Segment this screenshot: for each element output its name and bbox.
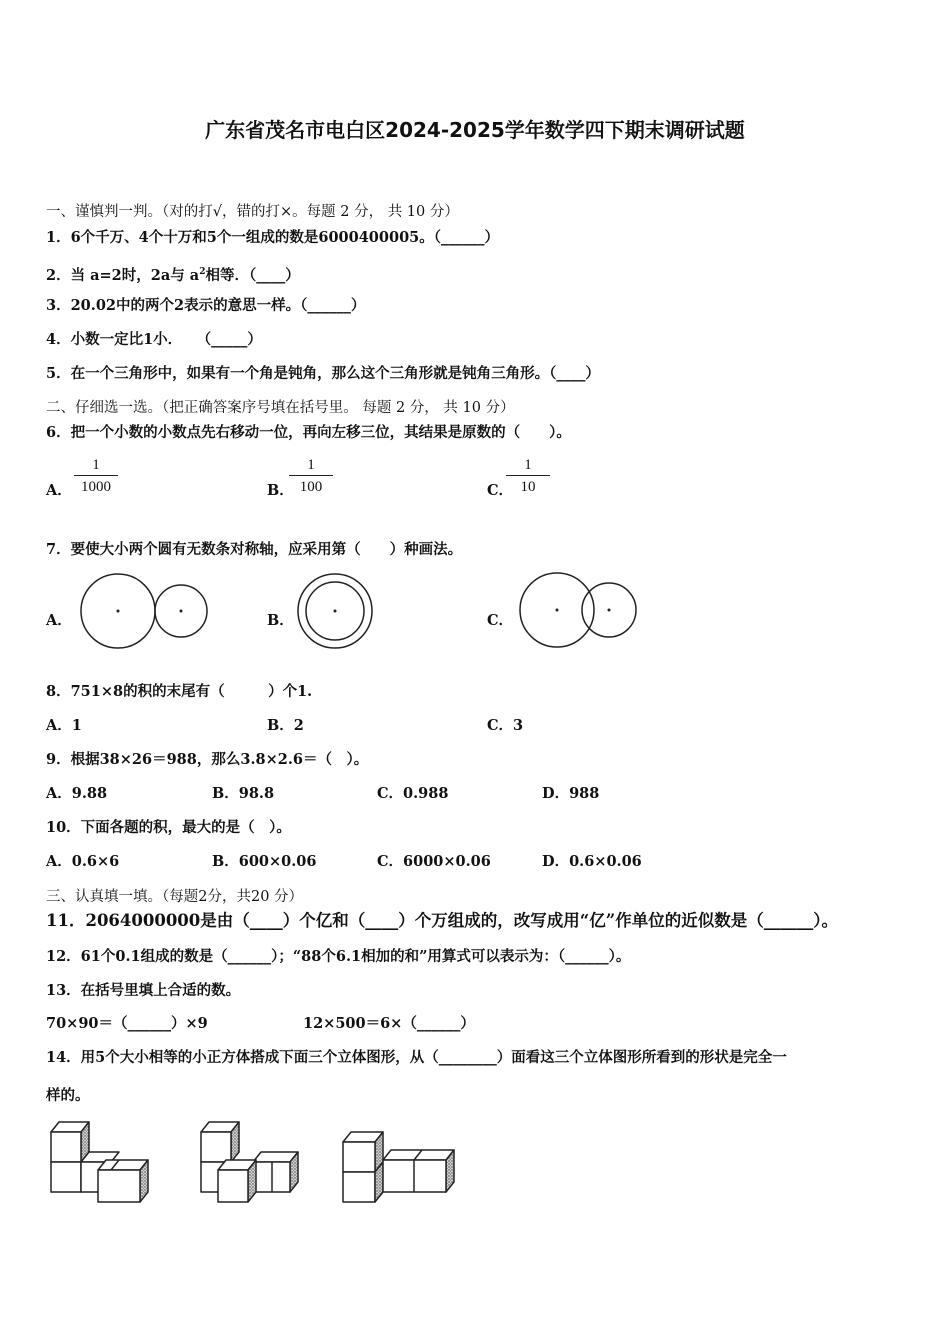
- q7-option-a-label: A．: [46, 612, 72, 629]
- q6-option-c-label: C．: [487, 482, 514, 499]
- q6-option-a-fraction: 1 1000: [74, 456, 118, 496]
- question-2: [46, 263, 300, 285]
- q9-option-d: D．988: [542, 785, 600, 802]
- q9-option-a: A．9.88: [46, 785, 108, 802]
- section1-heading: 一、谨慎判一判。（对的打√，错的打×。每题 2 分， 共 10 分）: [46, 204, 459, 220]
- q9-option-c: C．0.988: [377, 785, 449, 802]
- q9-option-b: B．98.8: [212, 785, 275, 802]
- q10-option-b: B．600×0.06: [212, 853, 317, 870]
- page-title: 广东省茂名市电白区2024-2025学年数学四下期末调研试题: [205, 118, 745, 142]
- q13-right-equation: 12×500＝6×（______）: [303, 1015, 475, 1032]
- q7-figure-c: [517, 568, 642, 650]
- q14-figure-2: [198, 1120, 302, 1204]
- question-12: 12．61个0.1组成的数是（______）；“88个6.1相加的和”用算式可以表示为：（______）。: [46, 948, 631, 965]
- q6-option-c-fraction: 1 10: [506, 456, 550, 496]
- q10-option-a: A．0.6×6: [46, 853, 120, 870]
- q14-figure-1: [48, 1120, 154, 1204]
- question-14-line1: 14．用5个大小相等的小正方体搭成下面三个立体图形，从（________）面看这三个立体图形所看到的形状是完全一: [46, 1049, 787, 1066]
- question-2-post: 相等．（____）: [205, 266, 300, 284]
- q13-left-equation: 70×90＝（______）×9: [46, 1015, 208, 1032]
- q7-figure-a: [78, 570, 213, 650]
- question-4: 4．小数一定比1小． （_____）: [46, 331, 262, 348]
- question-11: 11．2064000000是由（____）个亿和（____）个万组成的，改写成用“亿”作单位的近似数是（______）。: [46, 911, 838, 930]
- q14-figure-3: [340, 1130, 458, 1206]
- section2-heading: 二、仔细选一选。（把正确答案序号填在括号里。 每题 2 分， 共 10 分）: [46, 400, 515, 416]
- question-8: 8．751×8的积的末尾有（ ）个1.: [46, 683, 313, 700]
- question-1: 1．6个千万、4个十万和5个一组成的数是6000400005。（______）: [46, 229, 499, 246]
- question-2-sup: 2: [199, 267, 206, 277]
- q10-option-d: D．0.6×0.06: [542, 853, 642, 870]
- question-5: 5．在一个三角形中，如果有一个角是钝角，那么这个三角形就是钝角三角形。（____）: [46, 365, 600, 382]
- q8-option-b: B．2: [267, 717, 304, 734]
- section3-heading: 三、认真填一填。（每题2分，共20 分）: [46, 889, 304, 905]
- question-2-pre: 2．当 a=2时，2a与 a: [46, 266, 200, 284]
- q7-option-b-label: B．: [267, 612, 294, 629]
- q7-option-c-label: C．: [487, 612, 514, 629]
- question-10: 10．下面各题的积，最大的是（ ）。: [46, 819, 291, 836]
- q8-option-a: A．1: [46, 717, 82, 734]
- question-9: 9．根据38×26＝988，那么3.8×2.6＝（ ）。: [46, 751, 369, 768]
- question-3: 3．20.02中的两个2表示的意思一样。（______）: [46, 297, 366, 314]
- question-7: 7．要使大小两个圆有无数条对称轴，应采用第（ ）种画法。: [46, 541, 463, 558]
- q8-option-c: C．3: [487, 717, 524, 734]
- question-14-line2: 样的。: [46, 1087, 90, 1104]
- q6-option-a-label: A．: [46, 482, 72, 499]
- question-13: 13．在括号里填上合适的数。: [46, 982, 241, 999]
- question-6: 6．把一个小数的小数点先右移动一位，再向左移三位，其结果是原数的（ ）。: [46, 424, 571, 441]
- q7-figure-b: [295, 570, 377, 652]
- q6-option-b-fraction: 1 100: [289, 456, 333, 496]
- q10-option-c: C．6000×0.06: [377, 853, 491, 870]
- q6-option-b-label: B．: [267, 482, 294, 499]
